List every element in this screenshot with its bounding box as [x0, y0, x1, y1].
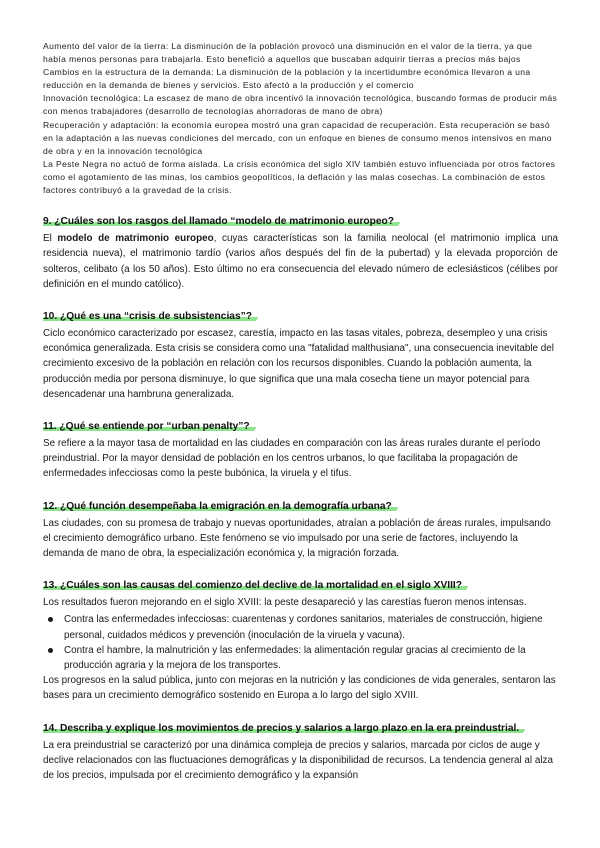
question-13-intro: Los resultados fueron mejorando en el siglo XVIII: la peste desapareció y las carestías fueron menos intensas. [43, 597, 527, 609]
question-9-answer [43, 231, 558, 292]
question-12-title: 12. ¿Qué función desempeñaba la emigración en la demografía urbana? [43, 501, 398, 512]
list-item [43, 643, 558, 673]
intro-paragraph: La Peste Negra no actuó de forma aislada. La crisis económica del siglo XIV también estuvo influenciada por otros factores como el agotamiento de las minas, los cambios geopolíticos, la deflación y las malas cosechas. La combinación de estos factores contribuyó a la gravedad de la crisis. [43, 158, 556, 196]
intro-paragraph: Recuperación y adaptación: la economía europea mostró una gran capacidad de recuperación. Esta recuperación se basó en la adaptación a las nuevas condiciones del mercado, con un enfoque en bienes de consumo menos intensivos en mano de obra y en la innovación tecnológica [43, 119, 552, 156]
intro-paragraph: Aumento del valor de la tierra: La disminución de la población provocó una disminución en el valor de la tierra, ya que había menos personas para trabajarla. Esto benefició a aquellos que buscaban adquirir tierras a precios más bajos [43, 41, 533, 65]
list-item-text: Contra el hambre, la malnutrición y las enfermedades: la alimentación regular gracias al crecimiento de la producción agraria y la mejora de los transportes. [64, 644, 526, 671]
question-13-list [43, 612, 558, 673]
question-12 [43, 496, 558, 562]
question-14-title: 14. Describa y explique los movimientos de precios y salarios a largo plazo en la era preindustrial. [43, 723, 525, 734]
question-14-answer: La era preindustrial se caracterizó por una dinámica compleja de precios y salarios, marcada por ciclos de auge y declive relacionados con las fluctuaciones demográficas y la disponibilidad de recursos. La tendencia general al alza de los precios, impulsada por el crecimiento demográfico y la expansión [43, 739, 553, 781]
question-14 [43, 718, 558, 784]
question-13-outro: Los progresos en la salud pública, junto con mejoras en la nutrición y las condiciones de vida generales, sentaron las bases para un crecimiento demográfico sostenido en Europa a lo largo del siglo XVIII. [43, 675, 556, 702]
intro-paragraph: Cambios en la estructura de la demanda: La disminución de la población y la incertidumbre económica llevaron a una reducción en la demanda de bienes y servicios. Esto afectó a la producción y el comercio [43, 67, 531, 91]
intro-paragraph: Innovación tecnológica: La escasez de mano de obra incentivó la innovación tecnológica, buscando formas de producir más con menos trabajadores (desarrollo de tecnologías ahorradoras de mano de obra) [43, 93, 558, 117]
question-10 [43, 306, 558, 402]
question-9-title: 9. ¿Cuáles son los rasgos del llamado “modelo de matrimonio europeo? [43, 216, 400, 227]
question-13 [43, 575, 558, 703]
question-11 [43, 416, 558, 482]
bullet-icon [48, 648, 53, 653]
list-item [43, 612, 558, 642]
question-10-title: 10. ¿Qué es una “crisis de subsistencias”? [43, 311, 258, 322]
list-item-text: Contra las enfermedades infecciosas: cuarentenas y cordones sanitarios, materiales de construcción, higiene personal, cuidados médicos y prevención (inoculación de la viruela y vacuna). [64, 614, 543, 641]
bullet-icon [48, 617, 53, 622]
answer-bold-term: modelo de matrimonio europeo [57, 233, 214, 245]
answer-lead: El [43, 233, 58, 245]
question-9 [43, 211, 558, 292]
question-10-answer: Ciclo económico caracterizado por escasez, carestía, impacto en las tasas vitales, pobreza, desempleo y una crisis económica generalizada. Esta crisis se considera como una "fatalidad malthusiana", una consecuencia inevitable del crecimiento excesivo de la población en relación con los recursos disponibles. Cuando la población aumenta, la producción media por persona disminuye, lo que significa que una mala cosecha tiene un mayor potencial para desencadenar una hambruna generalizada. [43, 327, 554, 400]
question-12-answer: Las ciudades, con su promesa de trabajo y nuevas oportunidades, atraían a población de áreas rurales, impulsando el crecimiento demográfico urbano. Este fenómeno se vio impulsado por una serie de factores, incluyendo la demanda de mano de obra, la especialización económica y, la migración forzada. [43, 517, 551, 559]
question-13-title: 13. ¿Cuáles son las causas del comienzo del declive de la mortalidad en el siglo XVIII? [43, 580, 468, 591]
question-11-answer: Se refiere a la mayor tasa de mortalidad en las ciudades en comparación con las áreas rurales durante el período preindustrial. Por la mayor densidad de población en los centros urbanos, lo que facilitaba la propagación de enfermedades infecciosas como la peste bubónica, la viruela y el tifus. [43, 437, 541, 480]
intro-block [43, 40, 558, 197]
answer-rest: , cuyas características son la familia neolocal (el matrimonio implica una residencia nueva), el matrimonio tardío (varios años después del fin de la pubertad) y la elevada proporción de solteros, celibato (a los 50 años). Esto último no era consecuencia del elevado número de eclesiásticos (célibes por definición en el mundo católico). [43, 233, 558, 290]
question-11-title: 11. ¿Qué se entiende por “urban penalty”? [43, 421, 256, 432]
